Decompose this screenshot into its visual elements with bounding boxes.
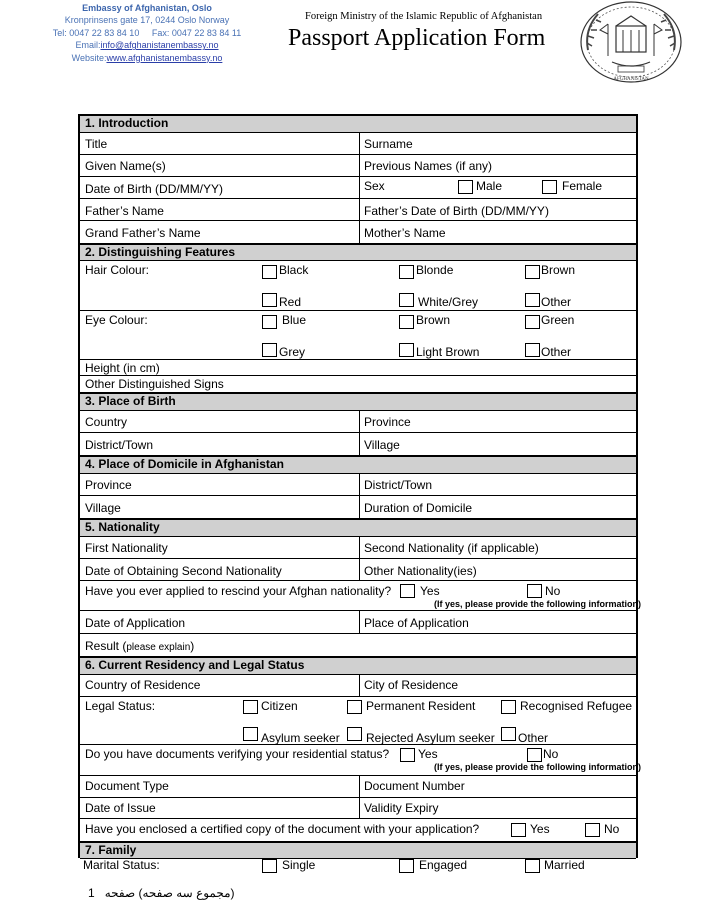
rescind-yes-label: Yes [420,584,440,598]
status-asylum-checkbox[interactable] [243,727,258,741]
country-of-residence-field[interactable]: Country of Residence [85,678,201,692]
hair-colour-label: Hair Colour: [85,263,150,277]
eye-option-label: Other [541,345,572,359]
city-of-residence-field[interactable]: City of Residence [364,678,459,692]
section-title: 3. Place of Birth [85,394,176,408]
row-result [80,634,636,656]
domicile-province-field[interactable]: Province [85,478,132,492]
embassy-phone-line [18,27,276,39]
eye-option-label: Blue [282,313,307,327]
marital-married-checkbox[interactable] [525,859,540,873]
height-field[interactable]: Height (in cm) [85,361,160,375]
page-footer [88,886,235,900]
hair-option-label: Brown [541,263,576,277]
row-title-surname [80,133,636,155]
embassy-name: Embassy of Afghanistan, Oslo [82,3,212,13]
docs-no-checkbox[interactable] [527,748,542,762]
rescind-no-label: No [545,584,561,598]
embassy-email-line [18,39,276,51]
section-domicile-header [80,457,636,474]
mothers-name-field[interactable]: Mother’s Name [364,226,446,240]
legal-status-label: Legal Status: [85,699,156,713]
docs-yes-checkbox[interactable] [400,748,415,762]
status-asylum-label: Asylum seeker [261,731,340,745]
copy-yes-label: Yes [530,822,550,836]
embassy-website-line [18,52,276,64]
hair-option-label: Black [279,263,309,277]
document-type-field[interactable]: Document Type [85,779,169,793]
embassy-tel: Tel: 0047 22 83 84 10 [52,27,140,38]
eye-green-checkbox[interactable] [525,315,540,329]
docs-no-label: No [543,747,559,761]
section-title: 7. Family [85,843,137,857]
date-of-application-field[interactable]: Date of Application [85,616,186,630]
docs-note: (If yes, please provide the following information) [434,762,642,772]
section-introduction-header [80,116,636,133]
fathers-dob-field[interactable]: Father’s Date of Birth (DD/MM/YY) [364,204,549,218]
eye-brown-checkbox[interactable] [399,315,414,329]
status-permanent-checkbox[interactable] [347,700,362,714]
row-grandfather-mother [80,221,636,243]
validity-expiry-field[interactable]: Validity Expiry [364,801,439,815]
hair-option-label: White/Grey [418,295,479,309]
page-number: 1 [88,886,95,900]
birth-village-field[interactable]: Village [364,438,400,452]
embassy-contact-block [18,2,276,64]
page-count-text: (مجموع سه صفحه) صفحه [104,886,235,900]
row-eye-colour [80,311,636,360]
marital-engaged-label: Engaged [419,858,468,872]
row-residence [80,675,636,697]
hair-other-checkbox[interactable] [525,293,540,307]
rescind-note: (If yes, please provide the following information) [434,599,642,609]
row-dob-sex [80,177,636,199]
copy-question: Have you enclosed a certified copy of the document with your application? [85,822,480,836]
email-label: Email: [75,40,101,51]
section-birth-header [80,394,636,411]
place-of-application-field[interactable]: Place of Application [364,616,469,630]
grandfathers-name-field[interactable]: Grand Father’s Name [85,226,201,240]
status-refugee-label: Recognised Refugee [520,699,633,713]
eye-option-label: Light Brown [416,345,480,359]
domicile-village-field[interactable]: Village [85,501,121,515]
row-birth-district [80,433,636,455]
eye-colour-label: Eye Colour: [85,313,148,327]
status-rejected-label: Rejected Asylum seeker [366,731,495,745]
birth-province-field[interactable]: Province [364,415,411,429]
copy-no-checkbox[interactable] [585,823,600,837]
hair-white-grey-checkbox[interactable] [399,293,414,307]
row-domicile-province [80,474,636,496]
status-refugee-checkbox[interactable] [501,700,516,714]
sex-male-checkbox[interactable] [458,180,473,194]
fathers-name-field[interactable]: Father’s Name [85,204,164,218]
other-nationalities-field[interactable]: Other Nationality(ies) [364,564,477,578]
date-of-issue-field[interactable]: Date of Issue [85,801,156,815]
eye-blue-checkbox[interactable] [262,315,277,329]
row-document [80,776,636,798]
hair-option-label: Other [541,295,572,309]
row-names [80,155,636,177]
rescind-no-checkbox[interactable] [527,584,542,598]
row-nationalities [80,537,636,559]
previous-names-field[interactable]: Previous Names (if any) [364,159,493,173]
docs-question: Do you have documents verifying your residential status? [85,747,390,761]
rescind-question: Have you ever applied to rescind your Afghan nationality? [85,584,392,598]
copy-yes-checkbox[interactable] [511,823,526,837]
hair-red-checkbox[interactable] [262,293,277,307]
docs-yes-label: Yes [418,747,438,761]
row-domicile-village [80,496,636,518]
row-legal-status [80,697,636,745]
status-other-checkbox[interactable] [501,727,516,741]
surname-field[interactable]: Surname [364,137,413,151]
other-signs-field[interactable]: Other Distinguished Signs [85,377,224,391]
sex-female-checkbox[interactable] [542,180,557,194]
dob-field[interactable]: Date of Birth (DD/MM/YY) [85,182,224,196]
eye-option-label: Green [541,313,575,327]
row-copy-question [80,819,636,841]
section-title: 4. Place of Domicile in Afghanistan [85,457,284,471]
eye-option-label: Brown [416,313,451,327]
status-permanent-label: Permanent Resident [366,699,476,713]
rescind-yes-checkbox[interactable] [400,584,415,598]
title-field[interactable]: Title [85,137,108,151]
row-marital-status [80,857,636,879]
hair-option-label: Red [279,295,302,309]
birth-district-field[interactable]: District/Town [85,438,154,452]
website-link[interactable]: www.afghanistanembassy.no [106,52,223,63]
section-nationality-header [80,520,636,537]
second-nationality-field[interactable]: Second Nationality (if applicable) [364,541,539,555]
sex-male-label: Male [476,179,503,193]
row-other-signs [80,376,636,392]
afghanistan-emblem-icon [576,0,686,84]
result-field[interactable] [85,639,194,653]
section-title: 6. Current Residency and Legal Status [85,658,305,672]
marital-status-label: Marital Status: [83,858,160,872]
eye-grey-checkbox[interactable] [262,343,277,357]
sex-label: Sex [364,179,385,193]
section-title: 1. Introduction [85,116,169,130]
copy-no-label: No [604,822,620,836]
form-title: Passport Application Form [288,25,546,51]
section-title: 2. Distinguishing Features [85,245,236,259]
row-application [80,611,636,634]
passport-form-table [78,114,642,858]
birth-country-field[interactable]: Country [85,415,128,429]
marital-engaged-checkbox[interactable] [399,859,414,873]
status-citizen-label: Citizen [261,699,298,713]
eye-light-brown-checkbox[interactable] [399,343,414,357]
eye-other-checkbox[interactable] [525,343,540,357]
domicile-district-field[interactable]: District/Town [364,478,433,492]
marital-single-label: Single [282,858,316,872]
seal-text: AFGHANISTAN [613,77,649,82]
status-other-label: Other [518,731,549,745]
hair-option-label: Blonde [416,263,454,277]
marital-married-label: Married [544,858,585,872]
hair-black-checkbox[interactable] [262,265,277,279]
embassy-address: Kronprinsens gate 17, 0244 Oslo Norway [64,15,230,26]
given-names-field[interactable]: Given Name(s) [85,159,166,173]
hair-brown-checkbox[interactable] [525,265,540,279]
row-document-dates [80,798,636,819]
section-features-header [80,245,636,261]
email-link[interactable]: info@afghanistanembassy.no [100,40,219,51]
ministry-name: Foreign Ministry of the Islamic Republic of Afghanistan [305,11,543,22]
row-nationality-dates [80,559,636,581]
website-label: Website: [71,52,107,63]
first-nationality-field[interactable]: First Nationality [85,541,168,555]
row-birth-country [80,411,636,433]
row-hair-colour [80,261,636,311]
result-hint: please explain [126,642,191,653]
eye-option-label: Grey [279,345,306,359]
section-residency-header [80,658,636,675]
row-rescind-question [80,581,642,611]
status-rejected-checkbox[interactable] [347,727,362,741]
row-docs-question [80,745,642,776]
status-citizen-checkbox[interactable] [243,700,258,714]
row-father [80,199,636,221]
result-label-end: ) [190,639,195,653]
embassy-fax: Fax: 0047 22 83 84 11 [151,27,242,38]
row-height [80,360,636,376]
marital-single-checkbox[interactable] [262,859,277,873]
sex-female-label: Female [562,179,603,193]
result-label: Result ( [85,639,127,653]
date-second-nationality-field[interactable]: Date of Obtaining Second Nationality [85,564,282,578]
section-title: 5. Nationality [85,520,160,534]
hair-blonde-checkbox[interactable] [399,265,414,279]
domicile-duration-field[interactable]: Duration of Domicile [364,501,473,515]
document-number-field[interactable]: Document Number [364,779,465,793]
